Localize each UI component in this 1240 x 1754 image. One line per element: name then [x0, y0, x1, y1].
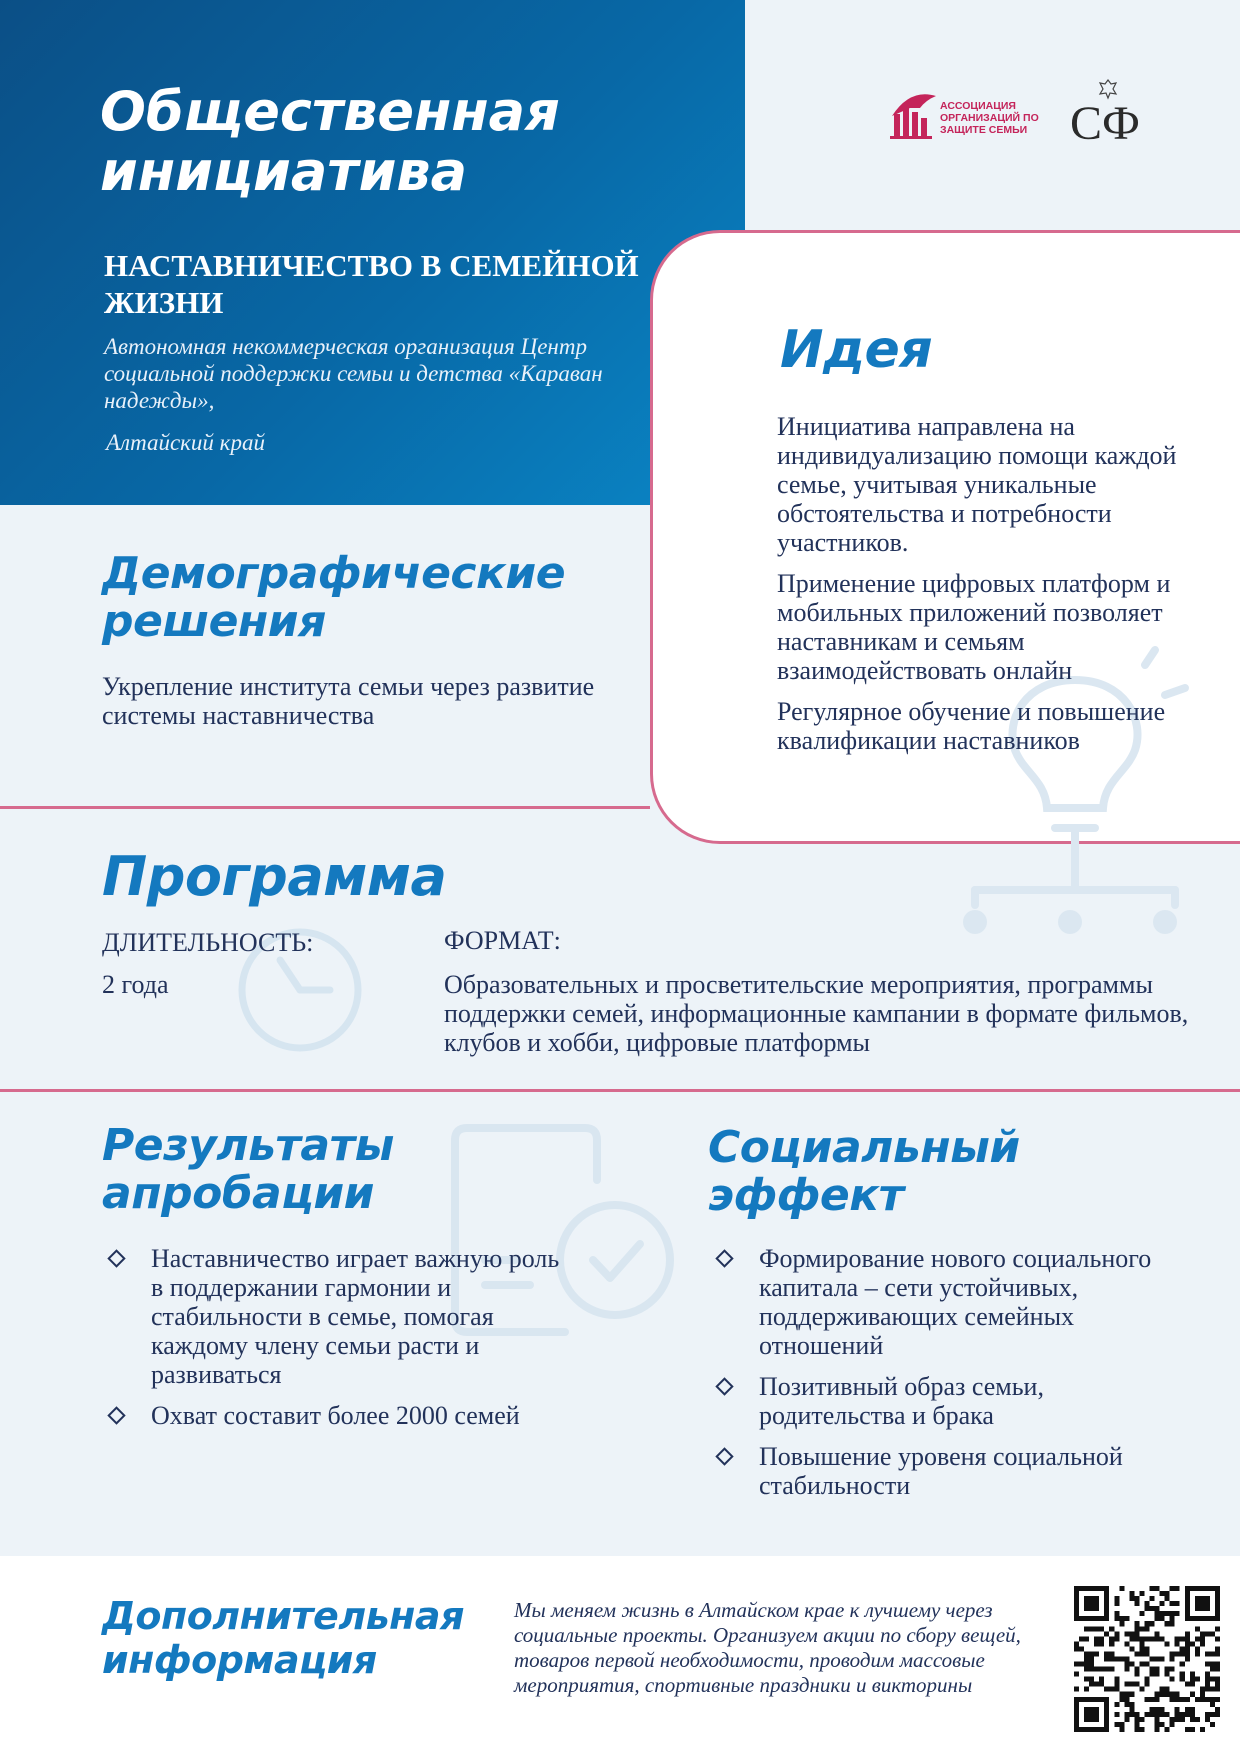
idea-heading: Идея	[780, 320, 933, 380]
list-item-text: Позитивный образ семьи, родительства и брака	[759, 1372, 1044, 1430]
section-divider	[0, 1089, 1240, 1092]
diamond-bullet-icon	[107, 1406, 125, 1424]
demographic-text: Укрепление института семьи через развитие системы наставничества	[102, 672, 595, 730]
diamond-bullet-icon	[715, 1377, 733, 1395]
page-title: Общественная инициатива	[100, 80, 560, 203]
results-heading: Результаты апробации	[102, 1120, 394, 1219]
format-text: Образовательных и просветительские мероприятия, программы поддержки семей, информационные кампании в формате фильмов, клубов и хобби, цифровые платформы	[444, 970, 1189, 1057]
list-item	[108, 1401, 568, 1430]
idea-text	[777, 412, 1217, 767]
diamond-bullet-icon	[715, 1249, 733, 1267]
diamond-bullet-icon	[715, 1447, 733, 1465]
footer-heading: Дополнительная информация	[102, 1594, 464, 1682]
footer-text: Мы меняем жизнь в Алтайском крае к лучшему через социальные проекты. Организуем акции по сбору вещей, товаров первой необходимости, проводим массовые мероприятия, спортивные праздники и викторины	[514, 1598, 1021, 1697]
association-logo-text: АССОЦИАЦИЯ ОРГАНИЗАЦИЙ ПО ЗАЩИТЕ СЕМЬИ	[940, 100, 1039, 136]
section-divider	[0, 806, 650, 809]
duration-label: ДЛИТЕЛЬНОСТЬ:	[102, 928, 314, 957]
social-effect-heading: Социальный эффект	[708, 1122, 1020, 1221]
list-item	[716, 1442, 1186, 1500]
idea-paragraph: Регулярное обучение и повышение квалификации наставников	[777, 697, 1166, 755]
diamond-bullet-icon	[107, 1249, 125, 1267]
duration-value: 2 года	[102, 970, 169, 999]
social-effect-list	[716, 1244, 1186, 1512]
initiative-subtitle: НАСТАВНИЧЕСТВО В СЕМЕЙНОЙ ЖИЗНИ	[104, 248, 639, 320]
list-item	[716, 1244, 1186, 1360]
idea-paragraph: Инициатива направлена на индивидуализацию помощи каждой семье, учитывая уникальные обстоятельства и потребности участников.	[777, 412, 1177, 557]
list-item-text: Наставничество играет важную роль в поддержании гармонии и стабильности в семье, помогая каждому члену семьи расти и развиваться	[151, 1244, 560, 1389]
list-item-text: Формирование нового социального капитала – сети устойчивых, поддерживающих семейных отношений	[759, 1244, 1152, 1360]
region-name: Алтайский край	[106, 430, 265, 455]
list-item	[716, 1372, 1186, 1430]
demographic-heading: Демографические решения	[102, 548, 566, 647]
results-list	[108, 1244, 568, 1442]
format-label: ФОРМАТ:	[444, 926, 561, 955]
idea-paragraph: Применение цифровых платформ и мобильных приложений позволяет наставникам и семьям взаимодействовать онлайн	[777, 569, 1171, 685]
list-item-text: Повышение уровеня социальной стабильности	[759, 1442, 1123, 1500]
qr-code-icon[interactable]	[1074, 1586, 1220, 1732]
list-item-text: Охват составит более 2000 семей	[151, 1401, 520, 1430]
list-item	[108, 1244, 568, 1389]
organization-name: Автономная некоммерческая организация Центр социальной поддержки семьи и детства «Караван надежды»,	[104, 334, 603, 413]
program-heading: Программа	[102, 845, 447, 908]
sf-logo: СФ	[1070, 97, 1140, 150]
